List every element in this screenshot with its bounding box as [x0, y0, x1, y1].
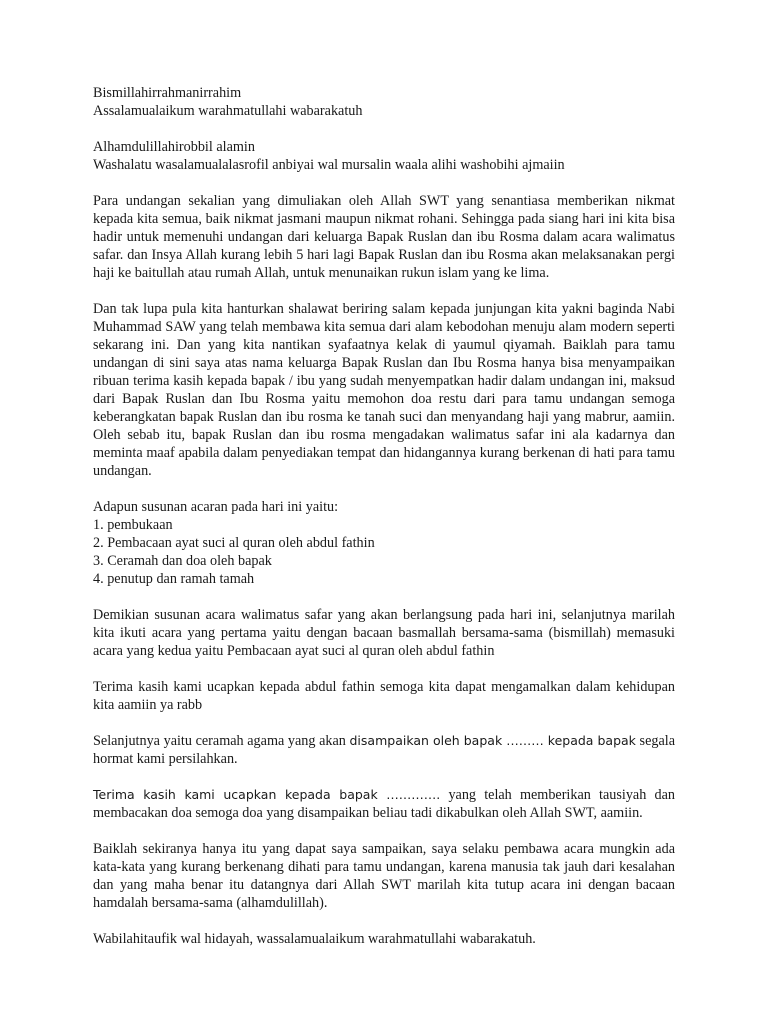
paragraph-agenda-start: Demikian susunan acara walimatus safar yang akan berlangsung pada hari ini, selanjutnya marilah kita ikuti acara yang pertama yaitu dengan bacaan basmallah bersama-sama (bismillah) memasuki acara yang kedua yaitu Pembacaan ayat suci al quran oleh abdul fathin: [93, 607, 675, 659]
agenda-item: 4. penutup dan ramah tamah: [93, 571, 255, 587]
paragraph-closing-remarks: Baiklah sekiranya hanya itu yang dapat saya sampaikan, saya selaku pembawa acara mungkin ada kata-kata yang kurang berkenang dihati para tamu undangan, karena manusia tak jauh dari kesalahan dan yang maha benar itu datangnya dari Allah SWT marilah kita tutup acara ini dengan bacaan hamdalah bersama-sama (alhamdulillah).: [93, 841, 675, 911]
agenda-item: 1. pembukaan: [93, 517, 173, 533]
agenda-item: 2. Pembacaan ayat suci al quran oleh abdul fathin: [93, 535, 375, 551]
paragraph-welcome: Para undangan sekalian yang dimuliakan oleh Allah SWT yang senantiasa memberikan nikmat kepada kita semua, baik nikmat jasmani maupun nikmat rohani. Sehingga pada siang hari ini kita bisa hadir untuk memenuhi undangan dari keluarga Bapak Ruslan dan ibu Rosma dalam acara walimatus safar. dan Insya Allah kurang lebih 5 hari lagi Bapak Ruslan dan ibu Rosma akan melaksanakan pergi haji ke baitullah atau rumah Allah, untuk menunaikan rukun islam yang ke lima.: [93, 193, 675, 281]
document-page: [93, 84, 675, 948]
paragraph-thanks-speaker: [93, 786, 675, 822]
greeting-bismillah: Bismillahirrahmanirrahim: [93, 85, 242, 101]
thanks-speaker-text-1: Terima kasih kami ucapkan kepada bapak ………….: [93, 787, 441, 802]
closing-salam: Wabilahitaufik wal hidayah, wassalamualaikum warahmatullahi wabarakatuh.: [93, 931, 536, 947]
ceramah-text-2: disampaikan oleh bapak ……… kepada bapak: [349, 733, 636, 748]
opening-shalawat: Washalatu wasalamualalasrofil anbiyai wal mursalin waala alihi washobihi ajmaiin: [93, 157, 565, 173]
greeting-salam: Assalamualaikum warahmatullahi wabarakatuh: [93, 103, 363, 119]
ceramah-text-1: Selanjutnya yaitu ceramah agama yang akan: [93, 733, 350, 749]
thanks-speaker-text-2: yang telah memberikan tausiyah dan membacakan doa semoga doa yang disampaikan beliau tadi dikabulkan oleh Allah SWT, aamiin.: [93, 787, 675, 821]
paragraph-thanks-reciter: Terima kasih kami ucapkan kepada abdul fathin semoga kita dapat mengamalkan dalam kehidupan kita aamiin ya rabb: [93, 679, 675, 713]
agenda-item: 3. Ceramah dan doa oleh bapak: [93, 553, 272, 569]
agenda-intro: Adapun susunan acaran pada hari ini yaitu:: [93, 499, 339, 515]
ceramah-text-3: segala hormat kami persilahkan.: [93, 733, 675, 767]
paragraph-shalawat-thanks: Dan tak lupa pula kita hanturkan shalawat beriring salam kepada junjungan kita yakni baginda Nabi Muhammad SAW yang telah membawa kita semua dari alam kebodohan menuju alam modern seperti sekarang ini. Dan yang kita nantikan syafaatnya kelak di yaumul qiyamah. Baiklah para tamu undangan di sini saya atas nama keluarga Bapak Ruslan dan Ibu Rosma hanya bisa menyampaikan ribuan terima kasih kepada bapak / ibu yang sudah menyempatkan hadir dalam undangan ini, maksud dari Bapak Ruslan dan Ibu Rosma yaitu memohon doa restu dari para tamu undangan semoga keberangkatan bapak Ruslan dan ibu rosma ke tanah suci dan menyandang haji yang mabrur, aamiin. Oleh sebab itu, bapak Ruslan dan ibu rosma mengadakan walimatus safar ini ala kadarnya dan meminta maaf apabila dalam penyediakan tempat dan hidangannya kurang berkenan di hati para tamu undangan.: [93, 301, 675, 479]
paragraph-ceramah: [93, 732, 675, 768]
opening-hamdalah: Alhamdulillahirobbil alamin: [93, 139, 255, 155]
